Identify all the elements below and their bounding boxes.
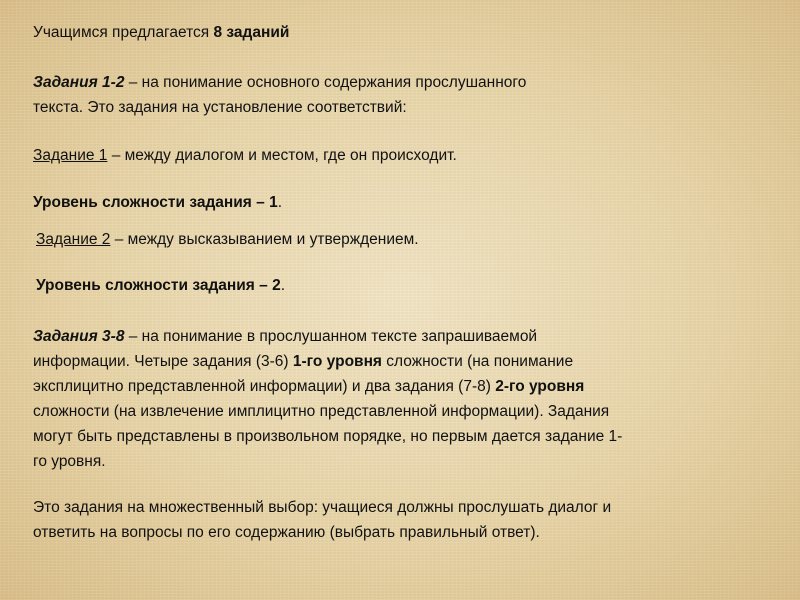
tasks-1-2-line-1	[33, 70, 526, 95]
task-2-line	[36, 228, 419, 251]
tasks-3-8-line-1	[33, 324, 622, 349]
tasks-1-2-label: Задания 1-2	[33, 74, 125, 91]
level-2-line	[36, 274, 285, 297]
task-2-label: Задание 2	[36, 231, 111, 248]
level-2-label: Уровень сложности задания – 2	[36, 277, 281, 294]
tasks-3-8-paragraph	[33, 324, 622, 474]
tasks-1-2-line-2: текста. Это задания на установление соответствий:	[33, 99, 407, 116]
level-2-tail: .	[280, 277, 285, 294]
tasks-3-8-description: – на понимание в прослушанном тексте запрашиваемой	[124, 328, 538, 345]
tasks-3-8-line-3-text: эксплицитно представленной информации) и два задания (7-8)	[33, 378, 496, 395]
task-1-line	[33, 144, 457, 167]
level-1-line	[33, 191, 282, 214]
tasks-3-8-line-2-tail: сложности (на понимание	[381, 353, 574, 370]
multiple-choice-paragraph	[33, 495, 611, 545]
tasks-1-2-description: – на понимание основного содержания прослушанного	[124, 74, 527, 91]
intro-text: Учащимся предлагается	[33, 24, 214, 41]
level-1-emphasis: 1-го уровня	[292, 353, 382, 370]
multiple-choice-line-1: Это задания на множественный выбор: учащиеся должны прослушать диалог и	[33, 499, 612, 516]
tasks-3-8-line-2-text: информации. Четыре задания (3-6)	[33, 353, 293, 370]
tasks-3-8-line-5: могут быть представлены в произвольном порядке, но первым дается задание 1-	[33, 428, 623, 445]
tasks-3-8-label: Задания 3-8	[33, 328, 125, 345]
tasks-3-8-line-4: сложности (на извлечение имплицитно представленной информации). Задания	[33, 403, 610, 420]
tasks-3-8-line-6: го уровня.	[33, 453, 106, 470]
multiple-choice-line-2: ответить на вопросы по его содержанию (выбрать правильный ответ).	[33, 524, 540, 541]
level-1-label: Уровень сложности задания – 1	[33, 194, 278, 211]
level-2-emphasis: 2-го уровня	[495, 378, 585, 395]
level-1-tail: .	[277, 194, 282, 211]
tasks-3-8-line-2	[33, 349, 622, 374]
task-1-description: – между диалогом и местом, где он происходит.	[107, 147, 457, 164]
intro-task-count: 8 заданий	[213, 24, 290, 41]
task-2-description: – между высказыванием и утверждением.	[110, 231, 419, 248]
task-1-label: Задание 1	[33, 147, 108, 164]
tasks-1-2-paragraph	[33, 70, 526, 120]
tasks-3-8-line-3	[33, 374, 622, 399]
intro-line	[33, 21, 289, 44]
